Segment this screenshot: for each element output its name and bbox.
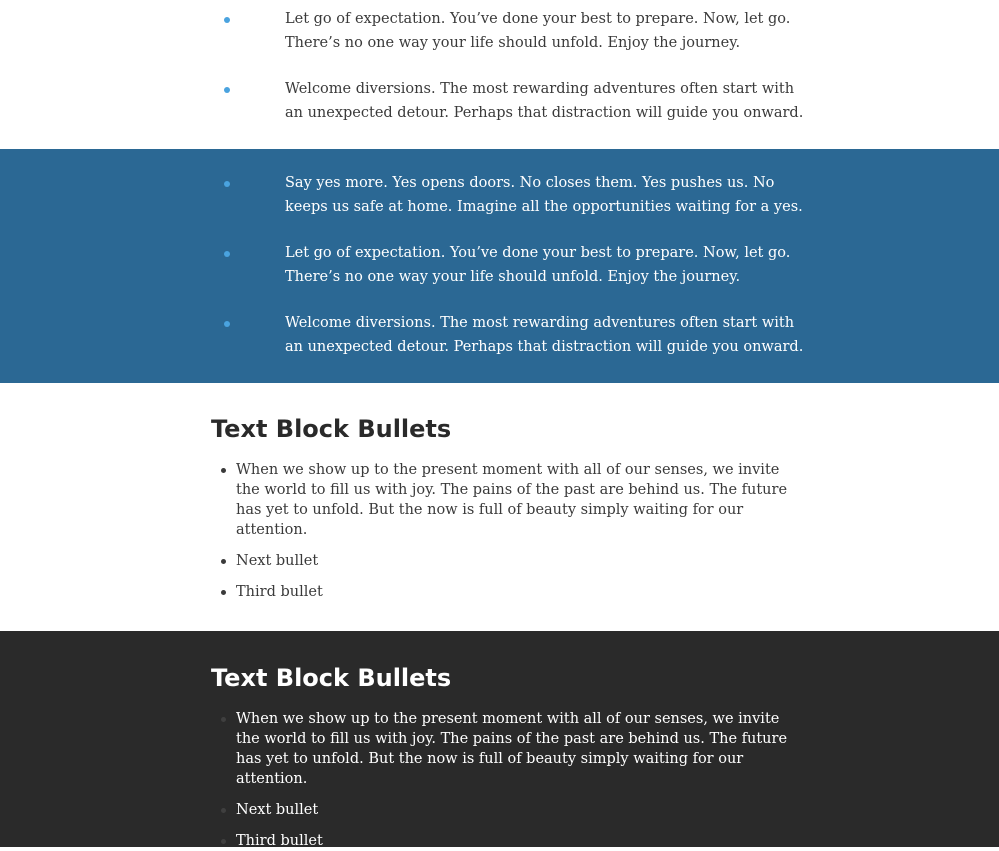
- list-item-text: Welcome diversions. The most rewarding adventures often start with an unexpected detour. Perhaps that distraction will guide you onward.: [285, 315, 804, 355]
- blue-bullet-list: [0, 149, 999, 359]
- bullet-dot-icon: [224, 181, 230, 187]
- list-item: [0, 8, 810, 55]
- list-item: [211, 582, 791, 602]
- bullet-dot-icon: [221, 468, 226, 473]
- text-block-bullet-list: [211, 460, 791, 602]
- bullet-dot-icon: [224, 17, 230, 23]
- section-heading: Text Block Bullets: [211, 664, 452, 692]
- list-item: [211, 831, 791, 851]
- list-item: [0, 172, 810, 219]
- list-item-text: Third bullet: [236, 833, 323, 849]
- list-item-text: Welcome diversions. The most rewarding adventures often start with an unexpected detour. Perhaps that distraction will guide you onward.: [285, 81, 804, 121]
- list-item: [211, 551, 791, 571]
- list-item-text: When we show up to the present moment with all of our senses, we invite the world to fill us with joy. The pains of the past are behind us. The future has yet to unfold. But the now is full of beauty simply waiting for our attention.: [236, 462, 788, 538]
- bullet-dot-icon: [221, 839, 226, 844]
- list-item-text: Next bullet: [236, 802, 319, 818]
- bullet-dot-icon: [221, 559, 226, 564]
- list-item: [211, 709, 791, 789]
- blue-bullet-section: [0, 149, 999, 383]
- text-block-dark-section: [0, 631, 999, 847]
- list-item-text: When we show up to the present moment with all of our senses, we invite the world to fill us with joy. The pains of the past are behind us. The future has yet to unfold. But the now is full of beauty simply waiting for our attention.: [236, 711, 788, 787]
- bullet-dot-icon: [224, 87, 230, 93]
- white-bullet-list: [0, 8, 999, 125]
- list-item: [0, 242, 810, 289]
- list-item-text: Let go of expectation. You’ve done your best to prepare. Now, let go. There’s no one way your life should unfold. Enjoy the journey.: [285, 245, 791, 285]
- list-item-text: Say yes more. Yes opens doors. No closes them. Yes pushes us. No keeps us safe at home. Imagine all the opportunities waiting for a yes.: [285, 175, 803, 215]
- text-block-light-section: [0, 383, 999, 631]
- list-item: [0, 78, 810, 125]
- bullet-dot-icon: [224, 321, 230, 327]
- bullet-dot-icon: [221, 717, 226, 722]
- bullet-dot-icon: [221, 590, 226, 595]
- text-block-bullet-list: [211, 709, 791, 851]
- list-item: [211, 460, 791, 540]
- section-heading: Text Block Bullets: [211, 415, 452, 443]
- list-item-text: Third bullet: [236, 584, 323, 600]
- list-item-text: Let go of expectation. You’ve done your best to prepare. Now, let go. There’s no one way your life should unfold. Enjoy the journey.: [285, 11, 791, 51]
- list-item: [0, 312, 810, 359]
- list-item: [211, 800, 791, 820]
- white-bullet-section: [0, 0, 999, 149]
- bullet-dot-icon: [221, 808, 226, 813]
- bullet-dot-icon: [224, 251, 230, 257]
- list-item-text: Next bullet: [236, 553, 319, 569]
